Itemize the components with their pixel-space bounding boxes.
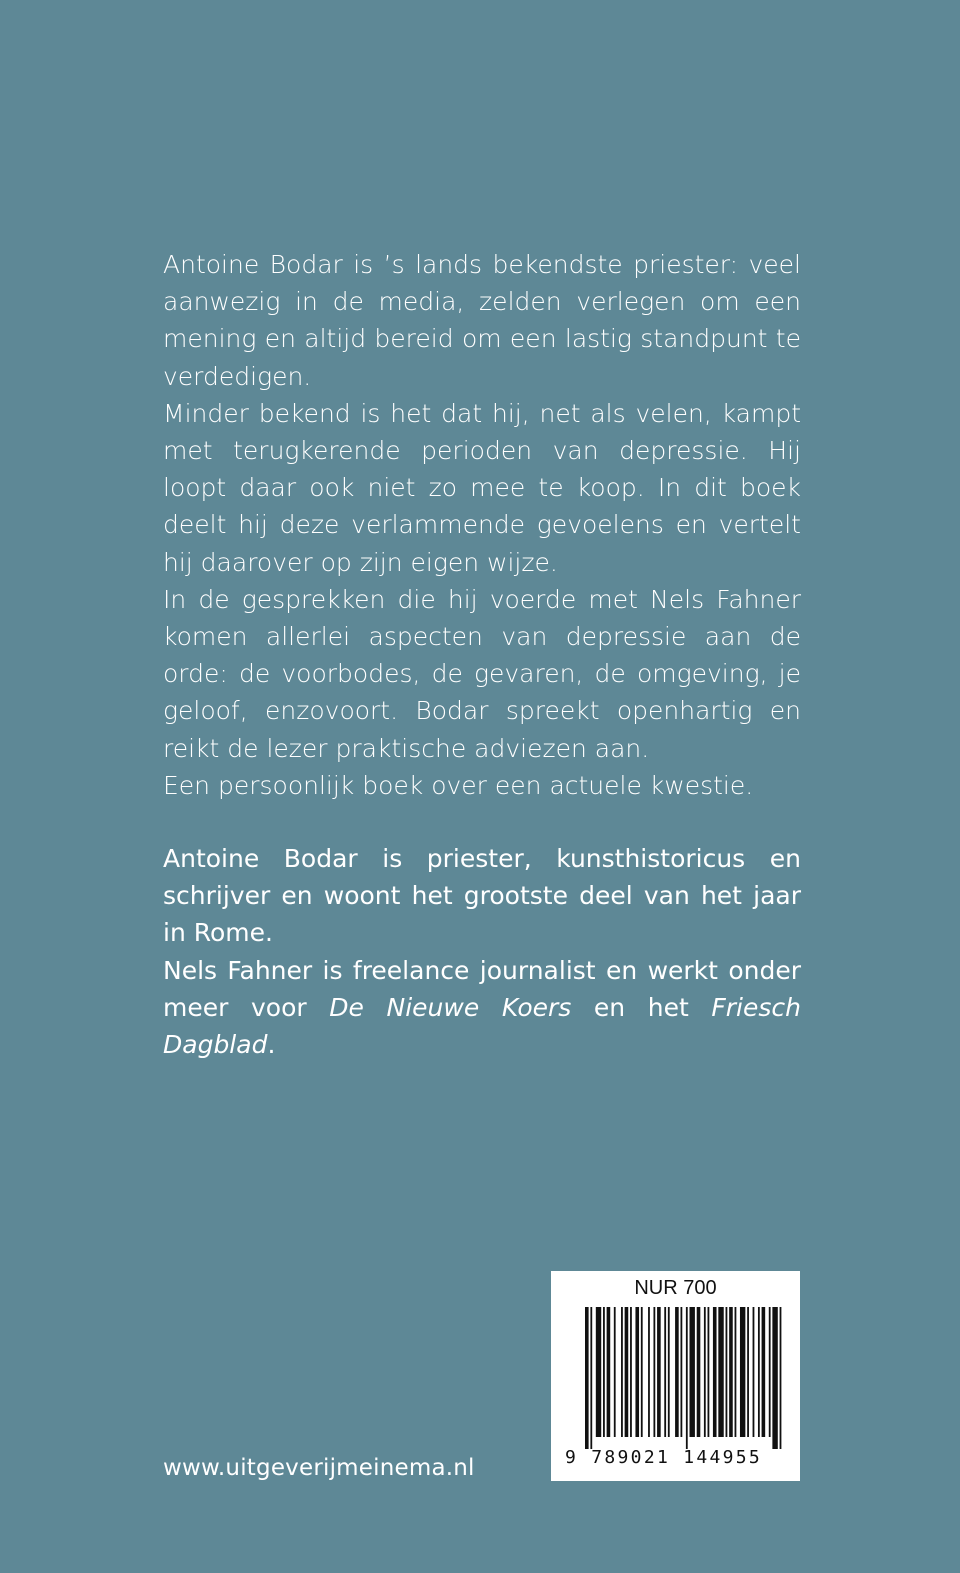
isbn-digits: 9 789021 144955 [565, 1447, 763, 1468]
barcode-bar [758, 1307, 760, 1437]
barcode-bar [769, 1307, 771, 1437]
barcode-bar [753, 1307, 755, 1437]
back-cover-blurb [163, 246, 801, 804]
barcode-bar [686, 1307, 688, 1449]
publication-de-nieuwe-koers: De Nieuwe Koers [329, 992, 572, 1022]
bio-fahner-end: . [267, 1030, 276, 1060]
barcode-bar [704, 1307, 706, 1437]
barcode-bar [648, 1307, 650, 1437]
publisher-website: www.uitgeverijmeinema.nl [163, 1455, 475, 1481]
barcode-bar [713, 1307, 717, 1437]
barcode-bar [680, 1307, 682, 1437]
barcode-bar [697, 1307, 701, 1437]
barcode-bar [603, 1307, 605, 1437]
nur-code: NUR 700 [634, 1277, 717, 1299]
author-bios [163, 840, 801, 1063]
barcode-bar [630, 1307, 632, 1437]
barcode-bar [726, 1307, 728, 1437]
barcode-bar [729, 1307, 733, 1437]
barcode-bar [690, 1307, 695, 1437]
barcode-bar [668, 1307, 670, 1437]
barcode-bar [625, 1307, 629, 1437]
barcode-bar [653, 1307, 655, 1437]
barcode-bar [596, 1307, 601, 1437]
barcode-bar [718, 1307, 723, 1437]
blurb-paragraph-3: In de gesprekken die hij voerde met Nels Fahner komen allerlei aspecten van depressie aan de orde: de voorbodes, de gevaren, de omgeving, je geloof, enzovoort. Bodar spreekt openhartig en reikt de lezer praktische adviezen aan. [163, 584, 801, 763]
barcode-bar [708, 1307, 710, 1437]
barcode-bar [590, 1307, 592, 1449]
barcode-bar [772, 1307, 777, 1449]
blurb-paragraph-1: Antoine Bodar is ’s lands bekendste priester: veel aanwezig in de media, zelden verlegen om een mening en altijd bereid om een lastig standpunt te verdedigen. [163, 250, 801, 391]
barcode-bar [740, 1307, 745, 1437]
barcode-bar [780, 1307, 782, 1449]
blurb-paragraph-2: Minder bekend is het dat hij, net als velen, kampt met terugkerende perioden van depressie. Hij loopt daar ook niet zo mee te koop. In dit boek deelt hij deze verlammende gevoelens en vertelt hij daarover op zijn eigen wijze. [163, 398, 801, 577]
barcode-bar [762, 1307, 766, 1437]
barcode-bar [621, 1307, 623, 1437]
barcode-bar [735, 1307, 737, 1437]
bio-bodar: Antoine Bodar is priester, kunsthistoricus en schrijver en woont het grootste deel van het jaar in Rome. [163, 844, 801, 948]
bio-fahner [163, 952, 801, 1064]
barcode-bar [607, 1307, 611, 1437]
blurb-paragraph-4: Een persoonlijk boek over een actuele kwestie. [163, 770, 754, 800]
bio-fahner-connector: en het [571, 992, 712, 1022]
publication-friesch-dagblad: Friesch Dagblad [163, 992, 801, 1060]
barcode-bar [657, 1307, 661, 1437]
barcode-bar [747, 1307, 749, 1437]
barcode-bars [585, 1307, 785, 1449]
barcode-bar [664, 1307, 666, 1437]
barcode-bar [641, 1307, 643, 1437]
barcode-bar [675, 1307, 679, 1437]
barcode-bar [614, 1307, 616, 1437]
barcode-bar [585, 1307, 589, 1449]
barcode-label [551, 1271, 800, 1481]
barcode-bar [635, 1307, 639, 1437]
bio-fahner-text: Nels Fahner is freelance journalist en werkt onder meer voor [163, 955, 801, 1022]
